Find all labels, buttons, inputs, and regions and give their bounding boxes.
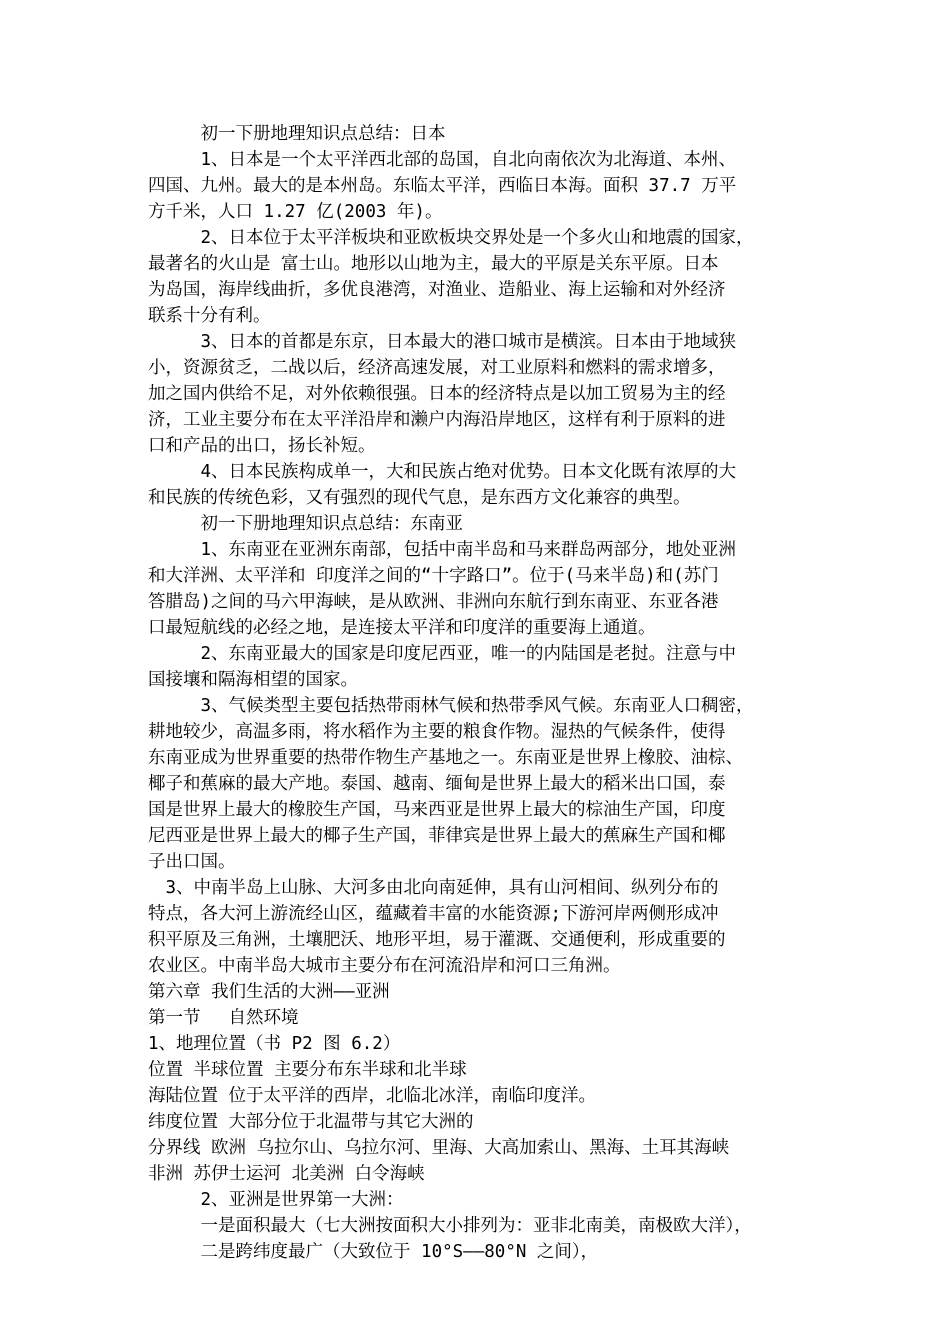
paragraph-line: 特点，各大河上游流经山区，蕴藏着丰富的水能资源;下游河岸两侧形成冲	[148, 904, 719, 924]
paragraph-line: 东南亚成为世界重要的热带作物生产基地之一。东南亚是世界上橡胶、油棕、	[148, 748, 743, 768]
paragraph-line: 国接壤和隔海相望的国家。	[148, 670, 358, 690]
paragraph-line: 方千米，人口 1.27 亿(2003 年)。	[148, 202, 443, 222]
paragraph-line: 1、日本是一个太平洋西北部的岛国，自北向南依次为北海道、本州、	[148, 150, 737, 170]
paragraph-line: 尼西亚是世界上最大的椰子生产国，菲律宾是世界上最大的蕉麻生产国和椰	[148, 826, 726, 846]
paragraph-line: 子出口国。	[148, 852, 236, 872]
paragraph-line: 2、亚洲是世界第一大洲：	[148, 1190, 404, 1210]
paragraph-line: 椰子和蕉麻的最大产地。泰国、越南、缅甸是世界上最大的稻米出口国，泰	[148, 774, 726, 794]
chapter-title: 第六章 我们生活的大洲——亚洲	[148, 982, 390, 1002]
paragraph-line: 纬度位置 大部分位于北温带与其它大洲的	[148, 1112, 474, 1132]
paragraph-line: 耕地较少，高温多雨，将水稻作为主要的粮食作物。湿热的气候条件，使得	[148, 722, 726, 742]
paragraph-line: 积平原及三角洲，土壤肥沃、地形平坦，易于灌溉、交通便利，形成重要的	[148, 930, 726, 950]
paragraph-line: 最著名的火山是 富士山。地形以山地为主，最大的平原是关东平原。日本	[148, 254, 719, 274]
paragraph-line: 3、气候类型主要包括热带雨林气候和热带季风气候。东南亚人口稠密，	[148, 696, 754, 716]
paragraph-line: 四国、九州。最大的是本州岛。东临太平洋，西临日本海。面积 37.7 万平	[148, 176, 737, 196]
paragraph-line: 农业区。中南半岛大城市主要分布在河流沿岸和河口三角洲。	[148, 956, 621, 976]
paragraph-line: 答腊岛)之间的马六甲海峡，是从欧洲、非洲向东航行到东南亚、东亚各港	[148, 592, 719, 612]
paragraph-line: 1、地理位置（书 P2 图 6.2）	[148, 1034, 401, 1054]
paragraph-line: 一是面积最大（七大洲按面积大小排列为：亚非北南美，南极欧大洋），	[148, 1216, 752, 1236]
paragraph-line: 国是世界上最大的橡胶生产国，马来西亚是世界上最大的棕油生产国，印度	[148, 800, 726, 820]
paragraph-line: 分界线 欧洲 乌拉尔山、乌拉尔河、里海、大高加索山、黑海、土耳其海峡	[148, 1138, 730, 1158]
paragraph-line: 小，资源贫乏，二战以后，经济高速发展，对工业原料和燃料的需求增多，	[148, 358, 726, 378]
paragraph-line: 2、东南亚最大的国家是印度尼西亚，唯一的内陆国是老挝。注意与中	[148, 644, 737, 664]
paragraph-line: 加之国内供给不足，对外依赖很强。日本的经济特点是以加工贸易为主的经	[148, 384, 726, 404]
paragraph-line: 3、中南半岛上山脉、大河多由北向南延伸，具有山河相间、纵列分布的	[148, 878, 719, 898]
paragraph-line: 非洲 苏伊士运河 北美洲 白令海峡	[148, 1164, 425, 1184]
section-title: 第一节 自然环境	[148, 1008, 299, 1028]
paragraph-line: 二是跨纬度最广（大致位于 10°S——80°N 之间），	[148, 1242, 599, 1262]
heading-southeast-asia: 初一下册地理知识点总结：东南亚	[148, 514, 463, 534]
paragraph-line: 1、东南亚在亚洲东南部，包括中南半岛和马来群岛两部分，地处亚洲	[148, 540, 737, 560]
paragraph-line: 和大洋洲、太平洋和 印度洋之间的“十字路口”。位于(马来半岛)和(苏门	[148, 566, 719, 586]
paragraph-line: 2、日本位于太平洋板块和亚欧板块交界处是一个多火山和地震的国家，	[148, 228, 754, 248]
paragraph-line: 联系十分有利。	[148, 306, 271, 326]
paragraph-line: 4、日本民族构成单一，大和民族占绝对优势。日本文化既有浓厚的大	[148, 462, 737, 482]
paragraph-line: 位置 半球位置 主要分布东半球和北半球	[148, 1060, 467, 1080]
paragraph-line: 海陆位置 位于太平洋的西岸，北临北冰洋，南临印度洋。	[148, 1086, 597, 1106]
paragraph-line: 为岛国，海岸线曲折，多优良港湾，对渔业、造船业、海上运输和对外经济	[148, 280, 726, 300]
heading-japan: 初一下册地理知识点总结：日本	[148, 124, 446, 144]
paragraph-line: 和民族的传统色彩，又有强烈的现代气息，是东西方文化兼容的典型。	[148, 488, 691, 508]
paragraph-line: 3、日本的首都是东京，日本最大的港口城市是横滨。日本由于地域狭	[148, 332, 737, 352]
paragraph-line: 口最短航线的必经之地，是连接太平洋和印度洋的重要海上通道。	[148, 618, 656, 638]
paragraph-line: 口和产品的出口，扬长补短。	[148, 436, 376, 456]
paragraph-line: 济，工业主要分布在太平洋沿岸和濑户内海沿岸地区，这样有利于原料的进	[148, 410, 726, 430]
